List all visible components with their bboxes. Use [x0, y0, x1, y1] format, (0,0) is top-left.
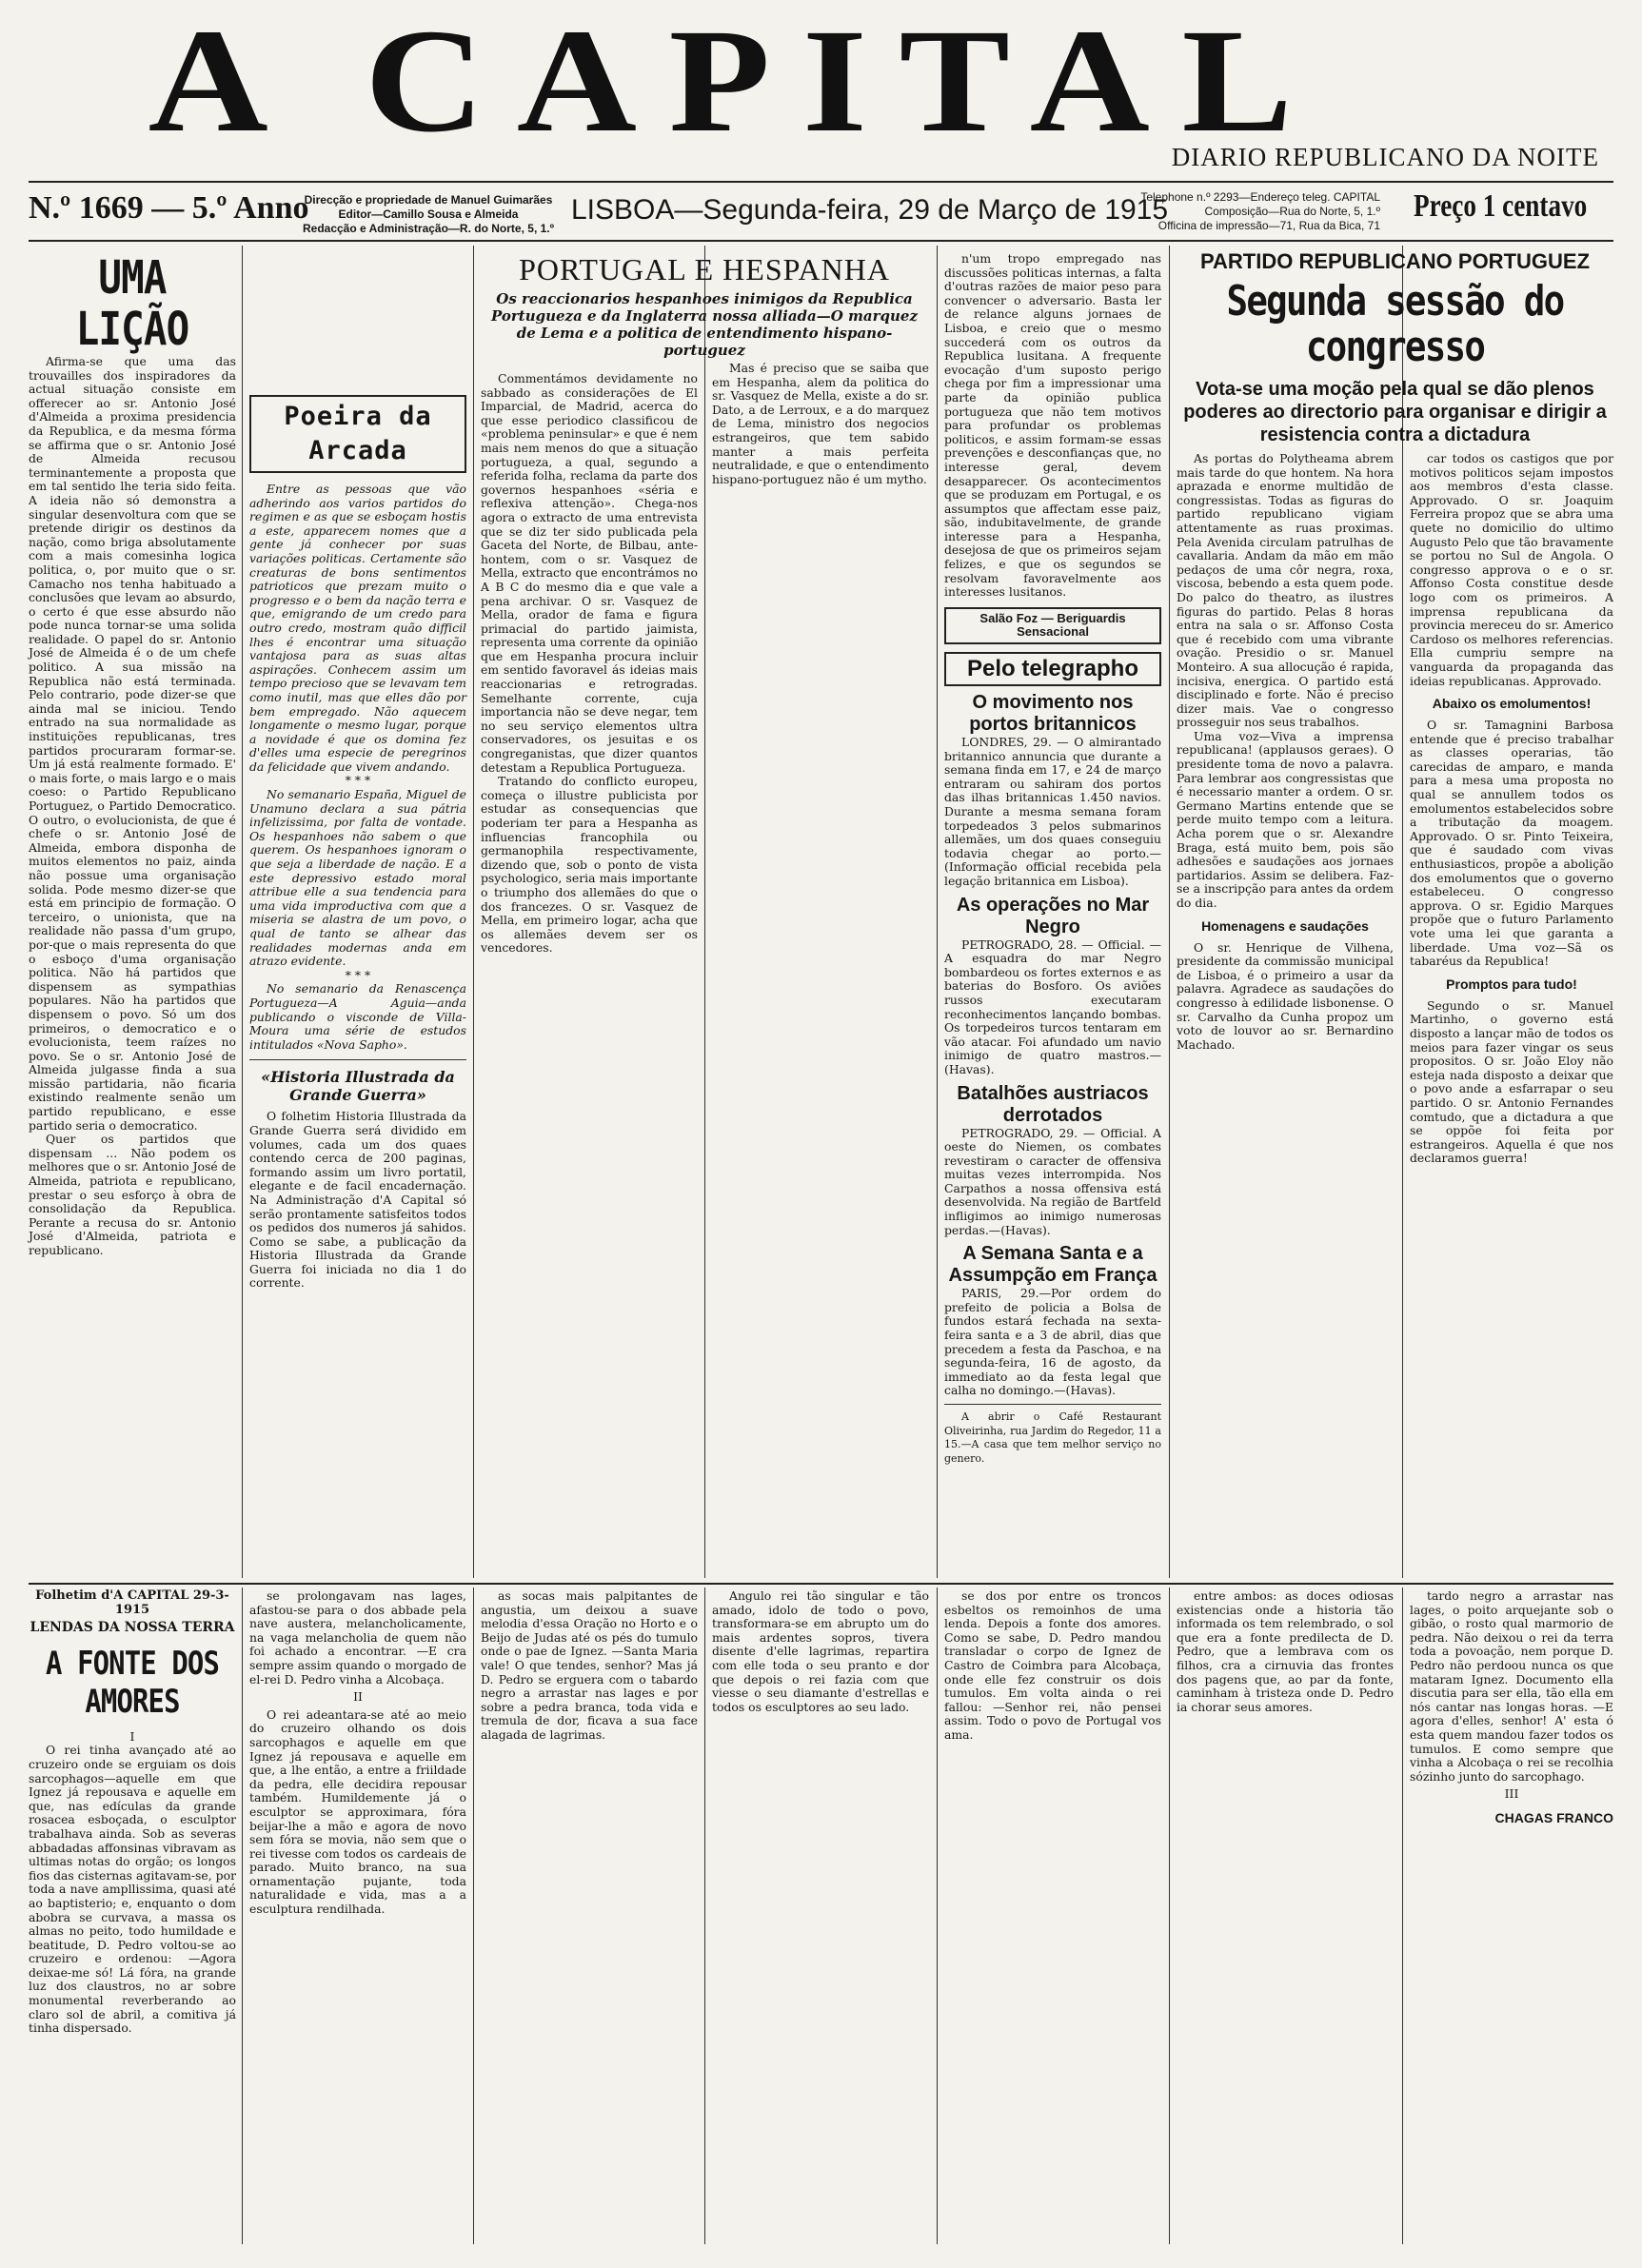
article-body: No semanario da Renascença Portugueza—A Aguia—anda publicando o visconde de Villa-Moura uma série de estudos intitulados «Nova Sapho».	[249, 981, 466, 1052]
article-body: Tratando do conflicto europeu, começa o illustre publicista por estudar as consequencias que poderiam ter para a Hespanha as influencias francophila ou germanophila respectivamente, dizendo que, sob o ponto de vista psychologico, seria mais importante o triumpho dos allemães do que o dos francezes. O sr. Vasquez de Mella, em primeiro logar, acha que os allemães devem ser os vencedores.	[481, 774, 698, 956]
article-body: As portas do Polytheama abrem mais tarde do que hontem. Na hora aprazada e enorme multidão de congressistas. Todas as figuras do partido republicano vigiam attentamente as ruas proximas. Pela Avenida circulam patrulhas de cavallaria. Andam da mão em mão pedaços de uma côr negra, roxa, viscosa, bebendo a esta quem pode. Do palco do theatro, as ilustres figuras do partido. Pelas 8 horas entra na sala o sr. Affonso Costa que é recebido com uma vibrante ovação. Presidio o sr. Manuel Monteiro. A sua allocução é rapida, incisiva, energica. O partido está disciplinado e forte. Não é preciso dizer mais. Vae o congresso prosseguir nos seus trabalhos.	[1177, 451, 1394, 730]
column-rule	[1169, 246, 1170, 1578]
folhetim-body: entre ambos: as doces odiosas existencias onde a historia tão informada os tem relembrado, o sol que era a fonte predilecta de D. Pedro, que a lembrava com os filhos, cra a cirnuvia das frontes dos pagens que, ao par da fonte, caminham à tristeza onde D. Pedro ia chorar seus amores.	[1177, 1588, 1394, 1714]
telegram-body: PETROGRADO, 29. — Official. A oeste do Niemen, os combates revestiram o caracter de offensiva muitas vezes interrompida. Nos Carpathos a nossa offensiva está desenvolvida. Na região de Bartfeld infligimos ao inimigo numerosas perdas.—(Havas).	[944, 1125, 1161, 1237]
masthead-subtitle: DIARIO REPUBLICANO DA NOITE	[1171, 143, 1599, 171]
article-body: Quer os partidos que dispensam ... Não podem os melhores que o sr. Antonio José de Almeida, patriota e republicano, prestar o seu esforço à obra de consolidação da Republica. Perante a recusa do sr. Antonio José d'Almeida, patriota e republicano.	[29, 1132, 236, 1257]
headline-uma-licao: UMA LIÇÃO	[75, 251, 189, 356]
folhetim-body: se dos por entre os troncos esbeltos os remoinhos de uma lenda. Depois a fonte dos amores. Como se sabe, D. Pedro mandou transladar o corpo de Ignez de Castro de Coimbra para Alcobaça, onde elle fez construir os dois tumulos. Em volta ainda o rei fallou: —Senhor rei, não pensei assim. Todo o povo de Portugal vos ama.	[944, 1588, 1161, 1742]
folhetim-body: as socas mais palpitantes de angustia, um deixou a suave melodia d'essa Oração no Horto e o Beijo de Judas até os pés do tumulo onde o pae de Ignez. —Santa Maria vale! O que tendes, senhor? Mas já D. Pedro se erguera com o tabardo negro a arrastar nas lages e por sobre a pedra branca, toda vida e tremula de dor, ficava a sua face alagada de lagrimas.	[481, 1588, 698, 1742]
part-number: III	[1504, 1786, 1519, 1802]
headline-batalhoes: Batalhões austriacos derrotados	[957, 1082, 1149, 1126]
article-body: Entre as pessoas que vão adherindo aos varios partidos do regimen e as que se esboçam hostis a este, apparecem nomes que a gente já conhecer por suas variações politicas. Certamente são creaturas de bons sentimentos patrioticos que prezam muito o progresso e o bem da nação terra e que, emigrando de um credo para outro credo, mostram quão difficil lhes é encontrar uma situação vantajosa para as suas altas aspirações. Conhecem assim um tempo precioso que se levavam tem como inutil, mas que elles dão por bem empregado. Não aquecem longamente o mesmo lugar, porque a novidade é que os domina fez d'elles uma especie de peregrinos da felicidade que vivem andando.	[249, 482, 466, 774]
article-body: O folhetim Historia Illustrada da Grande Guerra será dividido em volumes, cada um dos quaes contendo cerca de 200 paginas, formando assim um livro portatil, elegante e de facil encadernação. Na Administração d'A Capital só serão prontamente satisfeitos todos os pedidos dos numeros já sahidos. Como se sabe, a publicação da Historia Illustrada da Grande Guerra foi iniciada no dia 1 do corrente.	[249, 1109, 466, 1291]
folhetim-body: se prolongavam nas lages, afastou-se para o dos abbade pela nave austera, melancholicamente, na vaga melancholia de quem não foi achado a encontrar. —E cra sempre assim quando o morgado de el-rei D. Pedro vinha a Alcobaça.	[249, 1588, 466, 1686]
folhetim-label: Folhetim d'A CAPITAL 29-3-1915	[35, 1588, 229, 1617]
header-rule-top	[29, 181, 1613, 183]
headline-homenagens: Homenagens e saudações	[1201, 917, 1369, 934]
issue-number: N.º 1669 — 5.º Anno	[29, 190, 309, 226]
headline-pelo-telegrapho: Pelo telegrapho	[944, 652, 1161, 686]
editor-line: Editor—Camillo Sousa e Almeida	[338, 207, 519, 221]
dateline: LISBOA—Segunda-feira, 29 de Março de 1915	[571, 194, 1169, 226]
subheadline-portugal: Os reaccionarios hespanhoes inimigos da Republica Portugueza e da Inglaterra nossa alliada—O marquez de Lema e a politica de entendimento hispano-portuguez	[491, 290, 918, 359]
headline-poeira: Poeira da Arcada	[284, 402, 432, 465]
direction-line: Direcção e propriedade de Manuel Guimarães	[304, 193, 553, 207]
column-rule	[704, 246, 705, 1578]
headline-semana-santa: A Semana Santa e a Assumpção em França	[948, 1243, 1157, 1287]
column-rule	[937, 1588, 938, 2244]
column-rule	[242, 246, 243, 1578]
folhetim-body: Angulo rei tão singular e tão amado, idolo de todo o povo, transformara-se em abrupto um do mais ardentes sopros, tivera disente d'elle lagrimas, repartira com elle toda o seu pranto e dor que depois o rei fazia com que viesse o seu diamante d'estrellas e todos os esculptores ao seu lado.	[712, 1588, 929, 1714]
article-body: No semanario España, Miguel de Unamuno declara a sua pátria infelizissima, por falta de vontade. Os hespanhoes não sabem o que querem. Os hespanhoes ignoram o que seja a liberdade de nação. E a este depressivo estado moral attribue elle a sua tendencia para uma vida improductiva com que a miseria se alastra de um povo, o qual de tanto se alhear das realidades modernas anda em atrazo evidente.	[249, 787, 466, 969]
headline-historia-illustrada: «Historia Illustrada da Grande Guerra»	[261, 1068, 455, 1105]
article-body: Commentámos devidamente no sabbado as considerações de El Imparcial, de Madrid, acerca do que esse periodico classificou de «problema peninsular» e que é nem mais nem menos do que a situação portugueza, a qual, segundo a referida folha, reclama da parte dos governos hespanhoes «séria e reflexiva attenção». Chega-nos agora o extracto de uma entrevista que se diz ter sido publicada pela Gaceta del Norte, de Bilbau, ante-hontem, com o sr. Vasquez de Mella, extracto que encontrámos no A B C do mesmo dia e que vale a pena archivar. O sr. Vasquez de Mella, orador de fama e figura primacial do partido jaimista, representa uma corrente da opinião que em Hespanha procura incluir em sentido favoravel ás ideias mais reaccionarias e retrogradas. Semelhante corrente, cuja importancia não se deve negar, tem no seu serviço elementos ultra conservadores, os jesuitas e os congreganistas, que dizer quantos detestam a Republica Portugueza.	[481, 371, 698, 775]
restaurant-ad: A abrir o Café Restaurant Oliveirinha, rua Jardim do Regedor, 11 a 15.—A casa que tem melhor serviço no genero.	[944, 1410, 1161, 1465]
column-rule	[1169, 1588, 1170, 2244]
headline-partido: PARTIDO REPUBLICANO PORTUGUEZ	[1199, 249, 1591, 273]
folhetim-col-1	[29, 1589, 236, 2256]
article-body: Afirma-se que uma das trouvailles dos inspiradores da actual situação consiste em offerecer ao sr. Antonio José d'Almeida a proxima presidencia da Republica, e da mesma fórma se affirma que o sr. Antonio José de Almeida recusou terminantemente a proposta que em tal sentido lhe teria sido feita. A ideia não só demonstra a singular desenvoltura com que se pretende dirigir os destinos da nação, como briga absolutamente com a mais comesinha logica politica, o, por muito que o sr. Camacho nos tenha habituado a conclusões que levam ao absurdo, o certo é que esse absurdo não pode nunca tornar-se uma solida realidade. O papel do sr. Antonio José de Almeida é o de um chefe politico. A sua missão na Republica não está terminada. Pelo contrario, pode dizer-se que ainda mal se iniciou. Tendo entrado na sua normalidade as instituições republicanas, tres partidos procuraram formar-se. Um já está realmente formado. E' o mais forte, o mais largo e o mais coeso: o Partido Republicano Portuguez, o Partido Democratico. O outro, o evolucionista, de que é chefe o sr. Antonio José de Almeida, embora disponha de muitos elementos no paiz, ainda não possue uma organisação solida. Pode mesmo dizer-se que está em principio de formação. O terceiro, o unionista, que na realidade não passa d'um grupo, por-que o mais representa do que o esboço d'uma organisação politica. Não há partidos que dispensem as sympathias populares. Não ha partidos que dispensem o povo. Só um dos primeiros, o democratico e o evolucionista, teem raízes no povo. Se o sr. Antonio José de Almeida julgasse finda a sua missão partidaria, não ficaria existindo realmente senão um partido republicano, e esse partido seria o democratico.	[29, 354, 236, 1133]
column-poeira-da-arcada	[249, 252, 466, 1575]
article-body: n'um tropo empregado nas discussões politicas internas, a falta d'outras razões de maior peso para convencer o adversario. Basta ler de relance alguns jornaes de Lisboa, e creio que o mesmo succederá com os outros da Republica lusitana. A frequente evocação d'um suposto perigo chega por fim a impressionar uma parte da opinião publica portugueza que não tem motivos para profundar os problemas politicos, e assim formam-se essas prevenções e desconfianças que, no interesse geral, devem desapparecer. Os acontecimentos que se produzam em Portugal, e os assumptos que affectam esse paiz, são, indubitavelmente, de grande interesse para a Hespanha, desejosa de que os primeiros sejam felizes, e que os segundos se resolvam favoravelmente aos interesses lusitanos.	[944, 251, 1161, 600]
masthead-title: A CAPITAL	[148, 0, 1325, 163]
article-uma-licao	[29, 252, 236, 1575]
direction-credits	[286, 193, 571, 236]
column-rule	[704, 1588, 705, 2244]
divider	[944, 1404, 1161, 1405]
poeira-headline-box	[249, 395, 466, 473]
column-partido-right	[1410, 452, 1613, 1575]
headline-emolumentos: Abaixo os emolumentos!	[1432, 696, 1592, 712]
signature: CHAGAS FRANCO	[1494, 1809, 1613, 1825]
folhetim-col-3	[481, 1589, 698, 2256]
divider	[249, 1059, 466, 1060]
folhetim-col-5	[944, 1589, 1161, 2256]
salao-foz-ad: Salão Foz — Beriguardis Sensacional	[944, 607, 1161, 644]
column-rule	[937, 246, 938, 1578]
telegram-body: PETROGRADO, 28. — Official. — A esquadra do mar Negro bombardeou os fortes externos e as baterias do Bosforo. Os aviões russos executaram reconhecimentos lançando bombas. Os torpedeiros turcos tentaram em vão atacar. Foi afundado um navio inimigo de quatro mastros.—(Havas).	[944, 937, 1161, 1076]
telephone-line: Telephone n.º 2293—Endereço teleg. CAPITAL	[1140, 190, 1380, 204]
column-portugal-continued	[712, 362, 929, 1575]
folhetim-body: O rei tinha avançado até ao cruzeiro onde se erguiam os dois sarcophagos—aquelle em que Ignez já repousava e aquelle em que, nas edículas da grande rosacea esboçada, o esculptor trabalhava ainda. Sob as severas abbadadas affonsinas vibravam as ultimas notas do orgão; os longos fios das cisternas agitavam-se, por toda a nave ampllissima, quasi até ao baptisterio; e, enquanto o dom abobra se curvava, a massa os almas no peito, todo humildade e beatitude, D. Pedro voltou-se ao cruzeiro e ordenou: —Agora deixae-me só! Lá fóra, na grande luz dos claustros, no ar sobre monumental reverberando ao claro sol de abril, a comitiva já tinha dispersado.	[29, 1743, 236, 2036]
partido-header	[1177, 249, 1613, 445]
telegram-body: PARIS, 29.—Por ordem do prefeito de policia a Bolsa de fundos estará fechada na sexta-feira santa e a 3 de abril, dias que precedem a festa da Paschoa, e na segunda-feira, 16 de agosto, da immediato ao da festa legal que calha no domingo.—(Havas).	[944, 1286, 1161, 1398]
folhetim-col-2	[249, 1589, 466, 2256]
headline-fonte-amores: A FONTE DOS AMORES	[45, 1644, 220, 1721]
part-number: II	[353, 1689, 363, 1705]
article-body: O sr. Henrique de Vilhena, presidente da commissão municipal de Lisboa, é o primeiro a usar da palavra. Agradece as saudações do congresso à edilidade lisbonense. O sr. Carvalho da Cunha propoz um voto de louvor ao sr. Bernardino Machado.	[1177, 939, 1394, 1052]
folhetim-col-4	[712, 1589, 929, 2256]
folhetim-body: O rei adeantara-se até ao meio do cruzeiro olhando os dois sarcophagos e aquelle em que Ignez já repousava e aquelle em que, a lhe então, a entre a friildade da pedra, elle decidira repousar também. Humildemente já o esculptor se approximara, fóra beijar-lhe a mão e agora de novo sem fóra se movia, não sem que o rei tivesse com todos os cardeais de parado. Muito branco, na sua ornamentação pujante, toda naturalidade e vida, mas a a esculptura rendilhada.	[249, 1706, 466, 1917]
redaction-line: Redacção e Administração—R. do Norte, 5, 1.º	[302, 222, 554, 235]
price: Preço 1 centavo	[1414, 188, 1588, 224]
column-rule	[242, 1588, 243, 2244]
subheadline-partido: Vota-se uma moção pela qual se dão plenos poderes ao directorio para organisar e dirigir a resistencia contra a dictadura	[1183, 379, 1607, 445]
column-partido-left	[1177, 452, 1394, 1575]
headline-portugal-hespanha: PORTUGAL E HESPANHA	[519, 252, 890, 286]
column-rule	[473, 1588, 474, 2244]
article-body: Uma voz—Viva a imprensa republicana! (applausos geraes). O presidente toma de novo a palavra. Para lembrar aos congressistas que é necessario manter a ordem. O sr. Germano Martins entende que se perde muito tempo com a leitura. Acha porem que o sr. Alexandre Braga, está muito bem, pois são adhesões e saudações aos jornaes partidarios. Assim se delibera. Faz-se a inscripção para antes da ordem do dia.	[1177, 728, 1394, 910]
article-body: O sr. Tamagnini Barbosa entende que é preciso trabalhar as classes operarias, tão carecidas de amparo, e manda para a mesa uma proposta no qual se annullem todos os emolumentos estabelecidos sobre a tributação da moagem. Approvado. O sr. Pinto Teixeira, que é saudado com vivas enthusiasticos, propõe a abolição dos emolumentos que o governo estabeleceu. O congresso approva. O sr. Egidio Marques propõe que o futuro Parlamento vote uma lei que garanta a liberdade. Uma voz—Sã os tabaréus da Republica!	[1410, 718, 1613, 969]
header-rule-bottom	[29, 240, 1613, 242]
column-telegrams	[944, 252, 1161, 1575]
folhetim-series: LENDAS DA NOSSA TERRA	[30, 1620, 235, 1636]
article-body: Segundo o sr. Manuel Martinho, o governo está disposto a lançar mão de todos os meios para fazer vingar os seus propositos. O sr. João Eloy não esteja nada disposto a deixar que o povo ande a esfarrapar o seu partido. O sr. Antonio Fernandes comtudo, que a dictadura a que se oppõe foi feita por estrangeiros. Aquella é que nos declaramos guerra!	[1410, 997, 1613, 1166]
folhetim-body: tardo negro a arrastar nas lages, o poito arquejante sob o gibão, o rosto qual marmorio de pedra. Não deixou o rei da terra toda a povoação, nem porque D. Pedro não perdoou nunca os que mataram Ignez. Documento ella discutia para ser ella, tão ella em nós cantar nas longas horas. —E agora d'elles, senhor! A' esta ó esta quem mandou fazer todos os tumulos. E como sempre que vinha a Alcobaça o rei se recolhia sózinho junto do sarcophago.	[1410, 1588, 1613, 1784]
headline-movimento-portos: O movimento nos portos britannicos	[969, 692, 1137, 736]
part-number: I	[129, 1728, 135, 1744]
folhetim-col-7	[1410, 1589, 1613, 2256]
article-body: car todos os castigos que por motivos politicos sejam impostos aos membros d'esta classe. Approvado. O sr. Joaquim Ferreira propoz que se abra uma quete no domicilio do ultimo Augusto Pelo que tão bravamente se portou no Sul de Angola. O congresso approva o e o sr. Affonso Costa constitue desde logo com os primeiros. A imprensa republicana da provincia mereceu do sr. Americo Cardoso os melhores referencias. Ella cumpriu sempre na vanguarda da propaganda das ideias republicanas. Approvado.	[1410, 451, 1613, 688]
headline-segunda-sessao: Segunda sessão do congresso	[1226, 277, 1564, 371]
separator-asterisks: * * *	[345, 967, 371, 982]
folhetim-col-6	[1177, 1589, 1394, 2256]
headline-promptos: Promptos para tudo!	[1446, 976, 1577, 992]
folhetim-rule	[29, 1583, 1613, 1585]
column-rule	[1402, 1588, 1403, 2244]
contact-info	[1066, 190, 1380, 233]
telegram-body: LONDRES, 29. — O almirantado britannico annuncia que durante a semana finda em 17, e 24 de março entraram ou sahiram dos portos das ilhas britannicas 1.450 navios. Durante a mesma semana foram torpedeados 3 pelos submarinos allemães, um dos quaes conseguiu todavia chegar ao porto.—(Informação official recebida pela legação britannica em Lisboa).	[944, 735, 1161, 888]
headline-mar-negro: As operações no Mar Negro	[956, 894, 1150, 937]
article-body: Mas é preciso que se saiba que em Hespanha, alem da politica do sr. Vasquez de Mella, existe a do sr. Dato, a de Lerroux, e a do marquez de Lema, ministro dos negocios estrangeiros, que tem sabido manter a mais perfeita neutralidade, e que o entendimento hispano-portuguez não é um mytho.	[712, 361, 929, 486]
separator-asterisks: * * *	[345, 773, 371, 788]
composition-line: Composição—Rua do Norte, 5, 1.º	[1204, 205, 1380, 218]
column-rule	[473, 246, 474, 1578]
printing-line: Officina de impressão—71, Rua da Bica, 71	[1157, 219, 1380, 232]
